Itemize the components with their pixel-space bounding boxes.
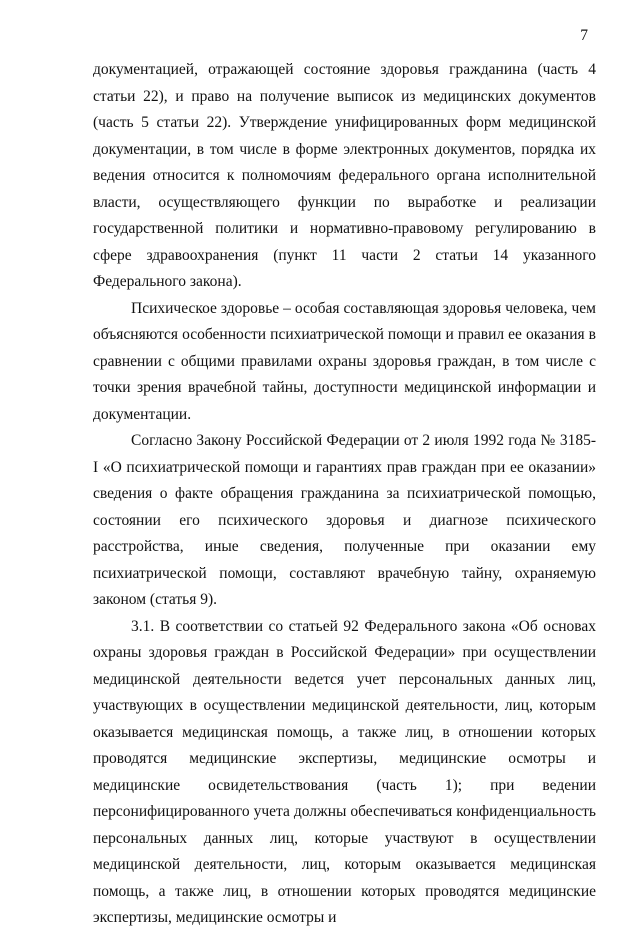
paragraph-section-3-1: 3.1. В соответствии со статьей 92 Федерального закона «Об основах охраны здоровья граждан в Российской Федерации» при осуществлении медицинской деятельности ведется учет персональных данных лиц, участвующих в осуществлении медицинской деятельности, лиц, которым оказывается медицинская помощь, а также лиц, в отношении которых проводятся медицинские экспертизы, медицинские осмотры и медицинские освидетельствования (часть 1); при ведении персонифицированного учета должны обеспечиваться конфиденциальность персональных данных лиц, которые участвуют в осуществлении медицинской деятельности, лиц, которым оказывается медицинская помощь, а также лиц, в отношении которых проводятся медицинские экспертизы, медицинские осмотры и xyxy=(93,617,596,926)
paragraph-continuation: документацией, отражающей состояние здоровья гражданина (часть 4 статьи 22), и право на получение выписок из медицинских документов (часть 5 статьи 22). Утверждение унифицированных форм медицинской документации, в том числе в форме электронных документов, порядка их ведения относится к полномочиям федерального органа исполнительной власти, осуществляющего функции по выработке и реализации государственной политики и нормативно-правовому регулированию в сфере здравоохранения (пункт 11 части 2 статьи 14 указанного Федерального закона). xyxy=(93,61,596,290)
paragraph-psychiatric-law: Согласно Закону Российской Федерации от 2 июля 1992 года № 3185-I «О психиатрической помощи и гарантиях прав граждан при ее оказании» сведения о факте обращения гражданина за психиатрической помощью, состоянии его психического здоровья и диагнозе психического расстройства, иные сведения, полученные при оказании ему психиатрической помощи, составляют врачебную тайну, охраняемую законом (статья 9). xyxy=(93,432,596,608)
document-body xyxy=(93,57,596,932)
page-number: 7 xyxy=(580,27,588,44)
paragraph-mental-health: Психическое здоровье – особая составляющая здоровья человека, чем объясняются особенности психиатрической помощи и правил ее оказания в сравнении с общими правилами охраны здоровья граждан, в том числе с точки зрения врачебной тайны, доступности медицинской информации и документации. xyxy=(93,299,596,423)
